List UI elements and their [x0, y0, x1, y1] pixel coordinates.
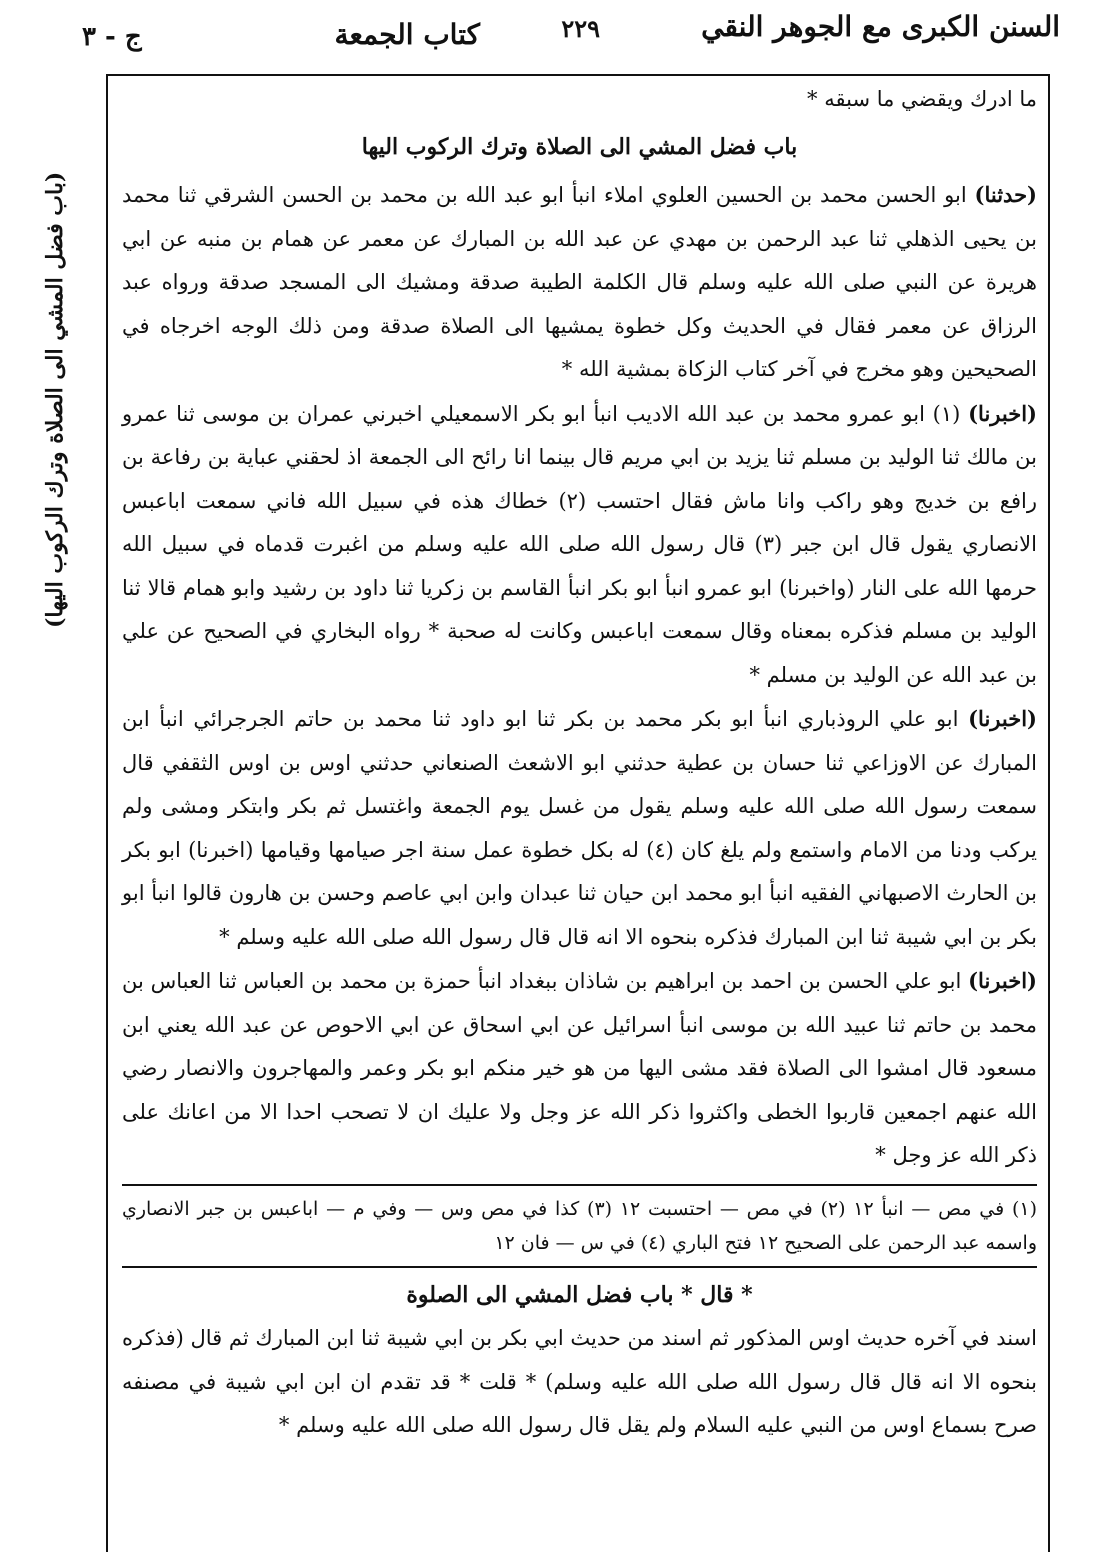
margin-note: (باب فضل المشي الى الصلاة وترك الركوب اليها) — [42, 171, 68, 629]
hadith-text: ابو علي الحسن بن احمد بن ابراهيم بن شاذان ببغداد انبأ حمزة بن محمد بن العباس ثنا العباس بن محمد بن حاتم ثنا عبيد الله بن موسى انبأ اسرائيل عن ابي اسحاق عن ابي الاحوص عن عبد الله يعني ابن مسعود قال امشوا الى الصلاة فقد مشى اليها من هو خير منكم ابو بكر وعمر والمهاجرون والانصار رضي الله عنهم اجمعين قاربوا الخطى واكثروا ذكر الله عز وجل ولا عليك ان لا تصحب احدا الا من اعانك على ذكر الله عز وجل * — [122, 969, 1037, 1167]
hadith-2 — [122, 392, 1037, 698]
commentary-lead: * قال * — [681, 1281, 753, 1308]
footnotes — [122, 1192, 1037, 1260]
commentary — [122, 1274, 1037, 1448]
hadith-lead: (اخبرنا) — [968, 968, 1037, 993]
page-number: ٢٢٩ — [561, 14, 600, 43]
hadith-text: ابو الحسن محمد بن الحسين العلوي املاء انبأ ابو عبد الله بن محمد بن الحسن الشرقي ثنا محمد بن يحيى الذهلي ثنا عبد الرحمن بن مهدي عن عبد الله بن المبارك عن معمر عن همام بن منبه عن ابي هريرة عن النبي صلى الله عليه وسلم قال الكلمة الطيبة صدقة ومشيك الى المسجد صدقة ورواه عبد الرزاق عن معمر فقال في الحديث وكل خطوة يمشيها الى الصلاة صدقة ومن ذلك الوجه اخرجاه في الصحيحين وهو مخرج في آخر كتاب الزكاة بمشية الله * — [122, 183, 1037, 381]
hadith-3 — [122, 697, 1037, 959]
book-title: السنن الكبرى مع الجوهر النقي — [701, 10, 1060, 43]
volume-label: ج - ٣ — [82, 22, 142, 52]
main-text — [122, 78, 1037, 1448]
footnote-line: (١) في مص — انبأ ١٢ (٢) في مص — احتسبت ١٢ (٣) كذا في مص وس — وفي م — اباعبس بن جبر الانصاري واسمه عبد الرحمن على الصحيح ١٢ فتح الباري (٤) في س — فان ١٢ — [122, 1197, 1037, 1254]
commentary-title: باب فضل المشي الى الصلوة — [406, 1281, 674, 1308]
page-header — [60, 10, 1060, 70]
hadith-1 — [122, 173, 1037, 392]
section-title: باب فضل المشي الى الصلاة وترك الركوب اليها — [361, 133, 798, 160]
chapter-title: كتاب الجمعة — [334, 18, 480, 51]
commentary-heading — [122, 1274, 1037, 1318]
hadith-4 — [122, 959, 1037, 1178]
hadith-lead: (اخبرنا) — [968, 706, 1037, 731]
hadith-text: (١) ابو عمرو محمد بن عبد الله الاديب انبأ ابو بكر الاسمعيلي اخبرني عمران بن موسى ثنا عمرو بن مالك ثنا الوليد بن مسلم ثنا يزيد بن ابي مريم قال بينما انا رائح الى الجمعة اذ لحقني عباية بن رفاعة بن رافع بن خديج وهو راكب وانا ماش فقال احتسب (٢) خطاك هذه في سبيل الله فاني سمعت اباعبس الانصاري يقول قال ابن جبر (٣) قال رسول الله صلى الله عليه وسلم من اغبرت قدماه في سبيل الله حرمها الله على النار (واخبرنا) ابو عمرو انبأ ابو بكر انبأ القاسم بن زكريا ثنا داود بن رشيد وابو همام قالا ثنا الوليد بن مسلم فذكره بمعناه وقال سمعت اباعبس وكانت له صحبة * رواه البخاري في الصحيح عن علي بن عبد الله عن الوليد بن مسلم * — [122, 401, 1037, 687]
continuation-text: ما ادرك ويقضي ما سبقه * — [807, 87, 1037, 111]
hadith-lead: (حدثنا) — [974, 182, 1037, 207]
divider — [122, 1266, 1037, 1268]
hadith-lead: (اخبرنا) — [968, 400, 1037, 426]
divider — [122, 1184, 1037, 1186]
hadith-text: ابو علي الروذباري انبأ ابو بكر محمد بن بكر ثنا ابو داود ثنا محمد بن حاتم الجرجرائي انبأ ابن المبارك عن الاوزاعي ثنا حسان بن عطية حدثني ابو الاشعث الصنعاني حدثني اوس بن اوس الثقفي قال سمعت رسول الله صلى الله عليه وسلم يقول من غسل يوم الجمعة واغتسل ثم بكر وابتكر ومشى ولم يركب ودنا من الامام واستمع ولم يلغ كان (٤) له بكل خطوة عمل سنة اجر صيامها وقيامها (اخبرنا) ابو بكر بن الحارث الاصبهاني الفقيه انبأ ابو محمد ابن حيان ثنا عبدان وابن ابي عاصم وحسن بن هارون قالوا انبأ ابو بكر بن ابي شيبة ثنا ابن المبارك فذكره بنحوه الا انه قال قال رسول الله صلى الله عليه وسلم * — [122, 707, 1037, 949]
commentary-text: اسند في آخره حديث اوس المذكور ثم اسند من حديث ابي بكر بن ابي شيبة ثنا ابن المبارك ثم قال (فذكره بنحوه الا انه قال قال رسول الله صلى الله عليه وسلم) * قلت * قد تقدم ان ابن ابي شيبة في مصنفه صرح بسماع اوس من النبي عليه السلام ولم يقل قال رسول الله صلى الله عليه وسلم * — [122, 1326, 1037, 1437]
